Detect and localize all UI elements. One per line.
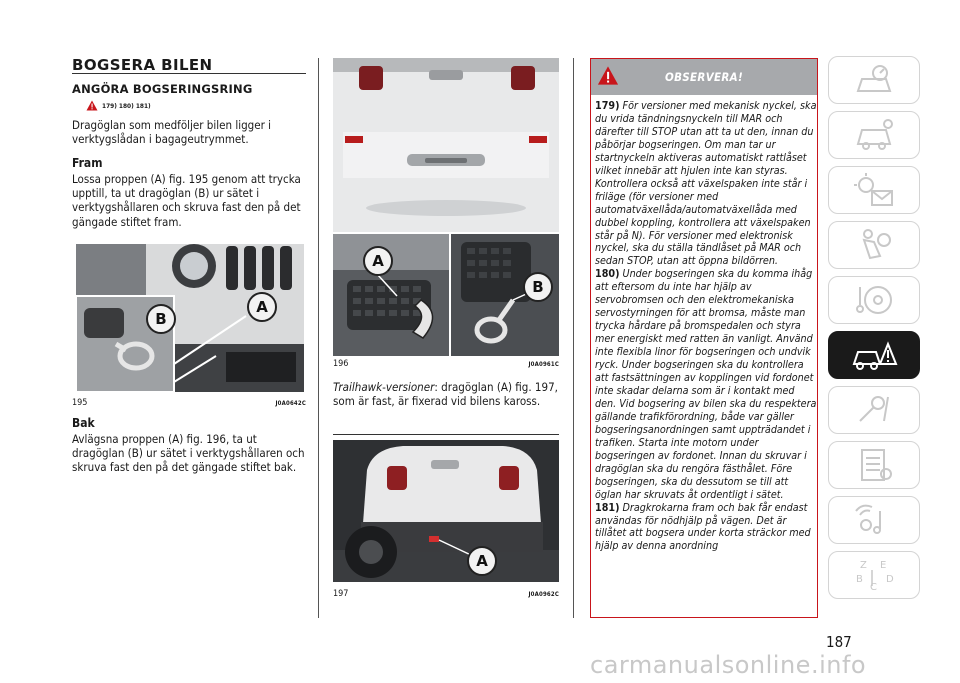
figure-196-number: 196 xyxy=(333,359,349,369)
emergency-car-icon xyxy=(850,336,898,374)
front-label: Fram xyxy=(72,156,103,170)
figure-197-rule xyxy=(333,434,559,435)
figure-195-code: J0A0642C xyxy=(275,399,306,407)
page-number: 187 xyxy=(826,633,852,651)
car-rear-illustration xyxy=(333,58,559,232)
figure-195-caption xyxy=(72,398,306,408)
warning-refs xyxy=(86,100,151,111)
column-divider xyxy=(318,58,319,618)
figure-196-label-a: A xyxy=(363,246,393,276)
section-title: BOGSERA BILEN xyxy=(72,56,213,74)
svg-text:E: E xyxy=(880,560,887,571)
notice-title: OBSERVERA! xyxy=(665,70,743,84)
notice-box xyxy=(590,58,818,618)
figure-197-image xyxy=(333,440,559,582)
chapter-tab-emergency[interactable] xyxy=(828,331,920,379)
front-text: Lossa proppen (A) fig. 195 genom att trycka upptill, ta ut dragöglan (B) ur sätet i verktygshållaren och skruva fast den på det gängade stiftet fram. xyxy=(72,172,301,229)
steering-wheel-icon xyxy=(850,281,898,319)
warning-refs-text: 179) 180) 181) xyxy=(102,101,151,110)
rear-label: Bak xyxy=(72,416,95,430)
svg-text:B: B xyxy=(856,574,863,585)
chapter-tab-multimedia[interactable] xyxy=(828,496,920,544)
figure-196-top-image xyxy=(333,58,559,232)
figure-197-label-a: A xyxy=(467,546,497,576)
column-divider-2 xyxy=(573,58,574,618)
svg-text:D: D xyxy=(886,574,894,585)
car-controls-icon xyxy=(850,116,898,154)
notice-item-num: 181) xyxy=(595,500,620,514)
subsection-title: ANGÖRA BOGSERINGSRING xyxy=(72,82,253,96)
document-list-icon xyxy=(850,446,898,484)
chapter-tab-dashboard[interactable] xyxy=(828,56,920,104)
dashboard-car-icon xyxy=(850,61,898,99)
chapter-tab-specs[interactable] xyxy=(828,441,920,489)
figure-196-label-b: B xyxy=(523,272,553,302)
chapter-tab-controls[interactable] xyxy=(828,111,920,159)
figure-196-code: J0A0961C xyxy=(528,360,559,368)
chapter-tab-safety[interactable] xyxy=(828,221,920,269)
sun-mail-icon xyxy=(850,171,898,209)
trailhawk-rear-illustration xyxy=(333,440,559,582)
notice-item-text: Dragkrokarna fram och bak får endast användas för nödhjälp på vägen. Det är tillåtet att bogsera under korta sträckor med hjälp av denna anordning xyxy=(595,500,811,553)
airbag-person-icon xyxy=(850,226,898,264)
chapter-tab-lights[interactable] xyxy=(828,166,920,214)
notice-text xyxy=(595,100,817,553)
intro-text: Dragöglan som medföljer bilen ligger i verktygslådan i bagageutrymmet. xyxy=(72,118,272,147)
rear-text: Avlägsna proppen (A) fig. 196, ta ut dragöglan (B) ur sätet i verktygshållaren och skruva fast den på det gängade stiftet bak. xyxy=(72,432,305,475)
figure-197-code: J0A0962C xyxy=(528,590,559,598)
trailhawk-prefix: Trailhawk-versioner xyxy=(333,380,435,394)
figure-196-caption xyxy=(333,359,559,369)
chapter-tab-index[interactable] xyxy=(828,551,920,599)
notice-item-text: För versioner med mekanisk nyckel, ska du vrida tändningsnyckeln till MAR och därefter till STOP utan att ta ut den, innan du påbörjar bogseringen. Om man tar ur startnyckeln aktiveras automatiskt rattlåset vilket innebär att hjulen inte kan styras. Kontrollera också att växelspaken inte står i friläge (för versioner med automatväxellåda/automatväxellåda med dubbel koppling, kontrollera att växelspaken står på N). För versioner med elektronisk nyckel, ska du ställa tändlåset på MAR och sedan STOP, utan att öppna bildörren. xyxy=(595,99,817,268)
figure-197-number: 197 xyxy=(333,589,349,599)
figure-196-right-image xyxy=(451,234,559,356)
wrench-icon xyxy=(850,391,898,429)
trailhawk-body: : dragöglan (A) fig. 197, som är fast, är fixerad vid bilens kaross. xyxy=(333,380,558,409)
figure-195-number: 195 xyxy=(72,398,88,408)
chapter-tab-maintenance[interactable] xyxy=(828,386,920,434)
figure-196-left-image xyxy=(333,234,449,356)
figure-195-image xyxy=(76,244,304,392)
notice-header xyxy=(591,59,817,95)
notice-item-num: 180) xyxy=(595,267,620,281)
trailhawk-text xyxy=(333,380,559,408)
warning-triangle-icon xyxy=(86,100,98,111)
figure-195-label-b: B xyxy=(146,304,176,334)
notice-item-text: Under bogseringen ska du komma ihåg att eftersom du inte har hjälp av servobromsen och den elektromekaniska servostyrningen för att bromsa, måste man trycka hårdare på bromspedalen och styra mer energiskt med ratten än vanligt. Använd inte flexibla linor för bogseringen och undvik ryck. Under bogseringen ska du kontrollera att fastsättningen av kopplingen vid fordonet inte skadar delarna som är i kontakt med den. Vid bogsering av bilen ska du respektera gällande trafikförordning, både var gäller bogseringsanordningen samt uppträdandet i trafiken. Starta inte motorn under bogseringen av fordonet. Innan du skruvar i dragöglan ska du rengöra fästhålet. Före bogseringen, ska du dessutom se till att öglan har skruvats åt ordentligt i sätet. xyxy=(595,267,817,501)
title-rule xyxy=(72,73,306,74)
notice-item-num: 179) xyxy=(595,99,620,112)
svg-text:C: C xyxy=(870,582,877,593)
bumper-plug-illustration xyxy=(333,234,449,356)
multimedia-icon xyxy=(850,501,898,539)
svg-text:Z: Z xyxy=(860,560,867,571)
figure-195-label-a: A xyxy=(247,292,277,322)
chapter-tab-driving[interactable] xyxy=(828,276,920,324)
alphabet-index-icon xyxy=(850,556,898,594)
figure-197-caption xyxy=(333,589,559,599)
watermark: carmanualsonline.info xyxy=(590,651,867,679)
